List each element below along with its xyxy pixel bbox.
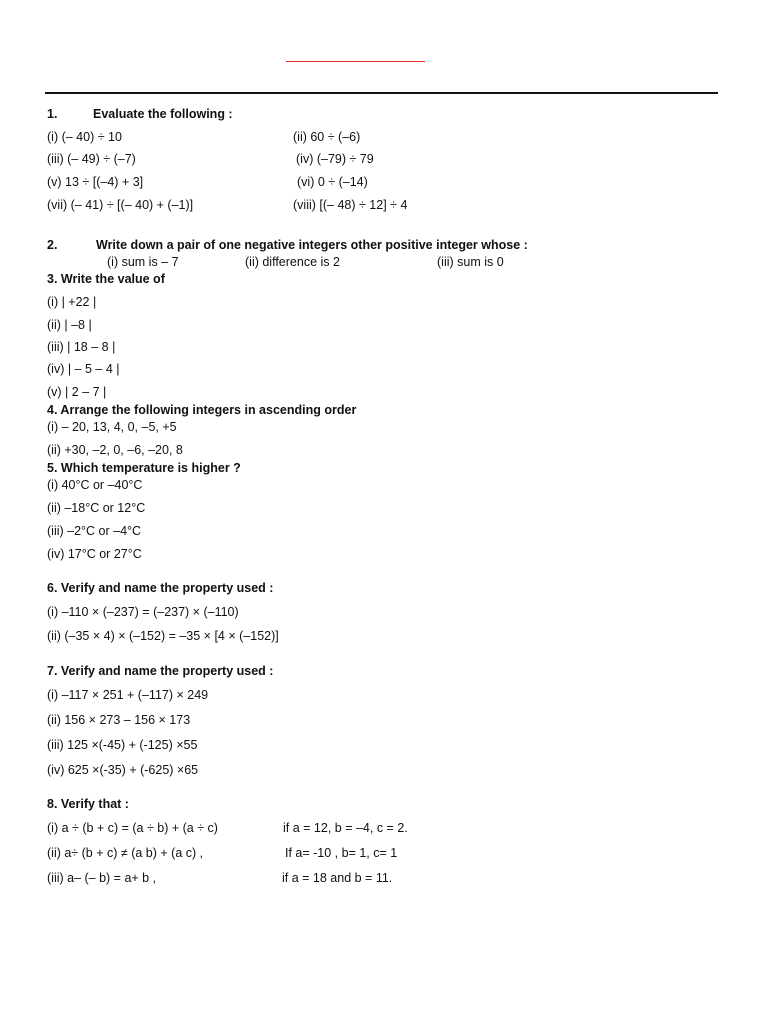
q2-item-iii: (iii) sum is 0 — [437, 255, 504, 269]
q7-item-ii: (ii) 156 × 273 – 156 × 173 — [47, 713, 191, 727]
q1-item-iii: (iii) (– 49) ÷ (–7) — [47, 152, 136, 166]
q1-item-viii: (viii) [(– 48) ÷ 12] ÷ 4 — [293, 198, 408, 212]
header-divider — [45, 92, 718, 94]
q5-item-iii: (iii) –2°C or –4°C — [47, 524, 142, 538]
q8-item-i-expr: (i) a ÷ (b + c) = (a ÷ b) + (a ÷ c) — [47, 821, 218, 835]
q3-title: 3. Write the value of — [47, 272, 165, 286]
q4-item-ii: (ii) +30, –2, 0, –6, –20, 8 — [47, 443, 183, 457]
header-red-underline — [286, 61, 425, 62]
q4-item-i: (i) – 20, 13, 4, 0, –5, +5 — [47, 420, 177, 434]
q6-item-i: (i) –110 × (–237) = (–237) × (–110) — [47, 605, 239, 619]
q5-item-iv: (iv) 17°C or 27°C — [47, 547, 142, 561]
q1-number: 1. — [47, 107, 58, 121]
q8-item-ii-expr: (ii) a÷ (b + c) ≠ (a b) + (a c) , — [47, 846, 204, 860]
q2-number: 2. — [47, 238, 58, 252]
q8-item-i-cond: if a = 12, b = –4, c = 2. — [283, 821, 408, 835]
q7-item-iv: (iv) 625 ×(-35) + (-625) ×65 — [47, 763, 199, 777]
q2-item-ii: (ii) difference is 2 — [245, 255, 340, 269]
q1-item-vi: (vi) 0 ÷ (–14) — [297, 175, 368, 189]
q6-item-ii: (ii) (–35 × 4) × (–152) = –35 × [4 × (–152)] — [47, 629, 279, 643]
q1-item-ii: (ii) 60 ÷ (–6) — [293, 130, 361, 144]
q6-title: 6. Verify and name the property used : — [47, 581, 274, 595]
q5-item-ii: (ii) –18°C or 12°C — [47, 501, 146, 515]
q3-item-iii: (iii) | 18 – 8 | — [47, 340, 116, 354]
q7-item-iii: (iii) 125 ×(-45) + (-125) ×55 — [47, 738, 198, 752]
q8-item-ii-cond: If a= -10 , b= 1, c= 1 — [285, 846, 398, 860]
q3-item-iv: (iv) | – 5 – 4 | — [47, 362, 120, 376]
q3-item-i: (i) | +22 | — [47, 295, 97, 309]
q2-title: Write down a pair of one negative integers other positive integer whose : — [96, 238, 528, 252]
q5-item-i: (i) 40°C or –40°C — [47, 478, 143, 492]
q8-item-iii-cond: if a = 18 and b = 11. — [282, 871, 393, 885]
q1-item-i: (i) (– 40) ÷ 10 — [47, 130, 122, 144]
q2-item-i: (i) sum is – 7 — [107, 255, 179, 269]
q4-title: 4. Arrange the following integers in ascending order — [47, 403, 357, 417]
q1-item-vii: (vii) (– 41) ÷ [(– 40) + (–1)] — [47, 198, 194, 212]
q3-item-v: (v) | 2 – 7 | — [47, 385, 107, 399]
q5-title: 5. Which temperature is higher ? — [47, 461, 241, 475]
q7-title: 7. Verify and name the property used : — [47, 664, 274, 678]
q8-title: 8. Verify that : — [47, 797, 129, 811]
q1-title: Evaluate the following : — [93, 107, 233, 121]
q3-item-ii: (ii) | –8 | — [47, 318, 92, 332]
q8-item-iii-expr: (iii) a– (– b) = a+ b , — [47, 871, 157, 885]
q1-item-v: (v) 13 ÷ [(–4) + 3] — [47, 175, 144, 189]
q7-item-i: (i) –117 × 251 + (–117) × 249 — [47, 688, 209, 702]
q1-item-iv: (iv) (–79) ÷ 79 — [296, 152, 374, 166]
